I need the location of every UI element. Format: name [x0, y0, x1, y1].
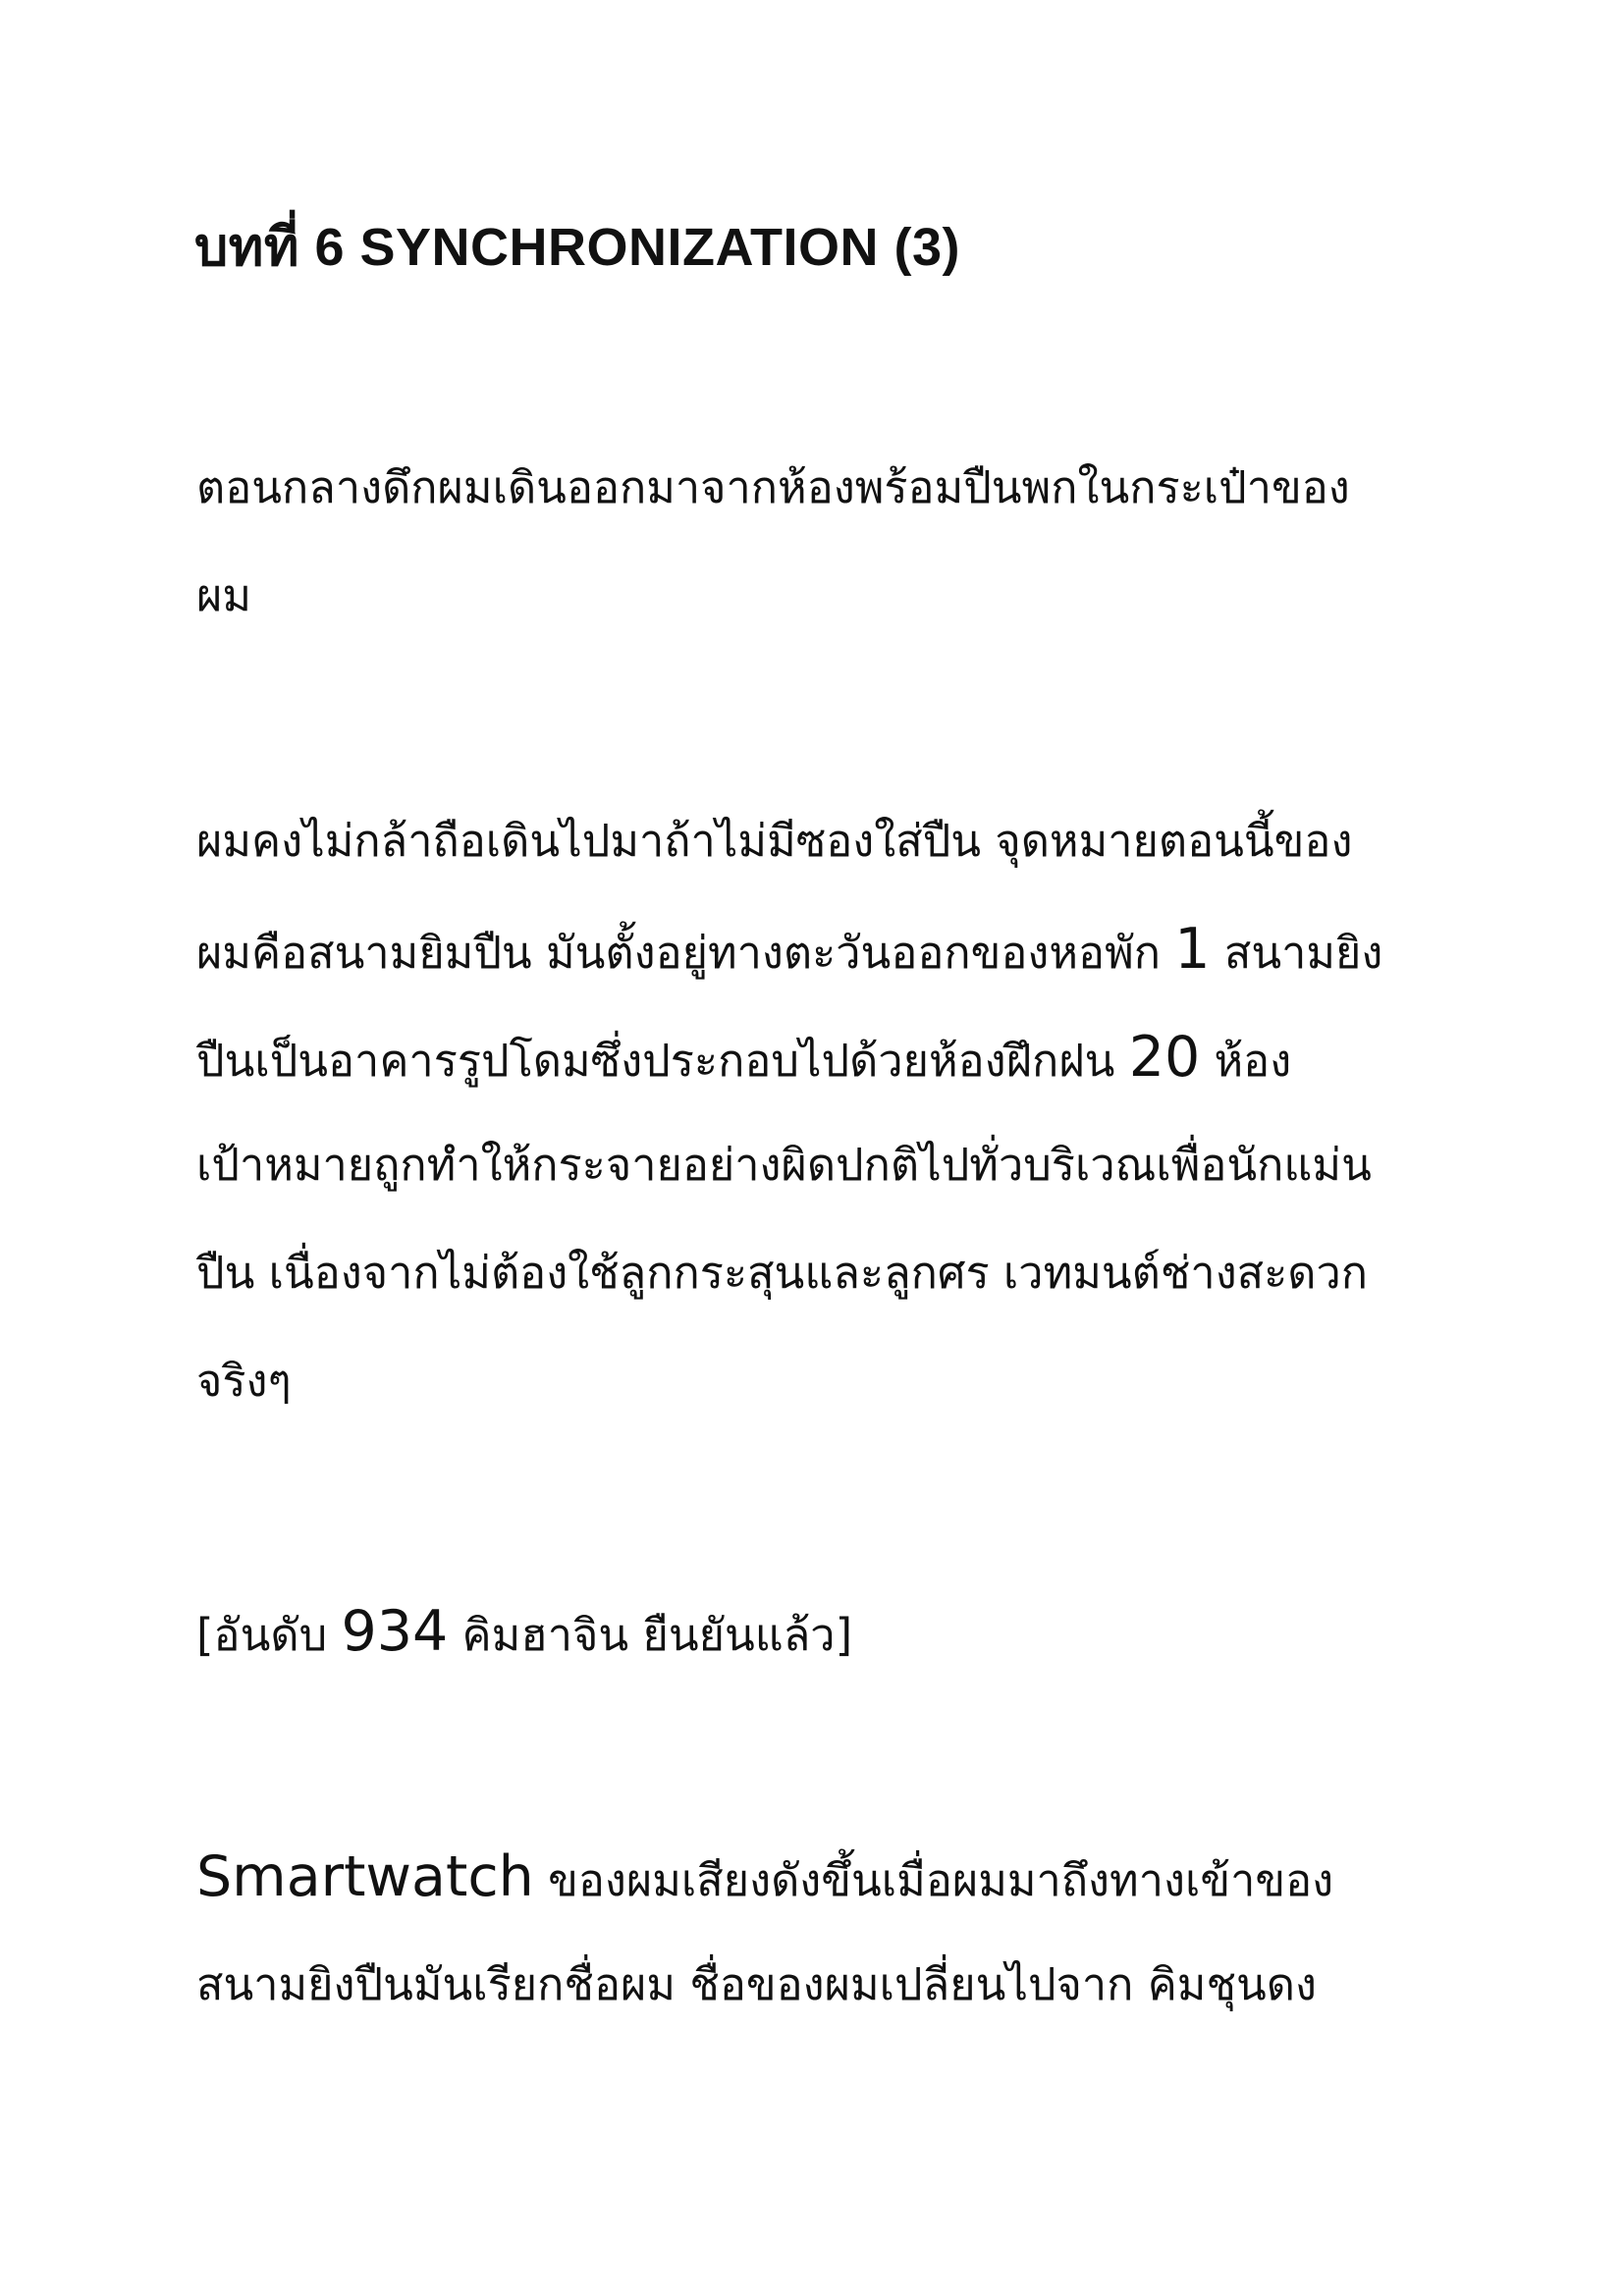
paragraph-line: ผมคงไม่กล้าถือเดินไปมาถ้าไม่มีซองใส่ปืน จุดหมายตอนนี้ของ — [196, 815, 1353, 867]
paragraph-line: Smartwatch ของผมเสียงดังขึ้นเมื่อผมมาถึงทางเข้าของ — [196, 1844, 1334, 1909]
paragraph-line: เป้าหมายถูกทำให้กระจายอย่างผิดปกติไปทั่วบริเวณเพื่อนักแม่น — [196, 1139, 1372, 1191]
chapter-title: บทที่ 6 SYNCHRONIZATION (3) — [194, 218, 960, 277]
paragraph-4 — [196, 1823, 1473, 2039]
paragraph-1 — [196, 434, 1473, 650]
paragraph-line: ปืน เนื่องจากไม่ต้องใช้ลูกกระสุนและลูกศร เวทมนต์ช่างสะดวก — [196, 1247, 1369, 1299]
paragraph-line: ตอนกลางดึกผมเดินออกมาจากห้องพร้อมปืนพกในกระเป๋าของ — [196, 461, 1350, 513]
paragraph-line: [อันดับ 934 คิมฮาจิน ยืนยันแล้ว] — [196, 1599, 853, 1664]
system-message — [196, 1577, 1473, 1685]
paragraph-line: ปืนเป็นอาคารรูปโดมซึ่งประกอบไปด้วยห้องฝึกฝน 20 ห้อง — [196, 1025, 1292, 1090]
paragraph-line: ผม — [196, 569, 252, 621]
paragraph-line: จริงๆ — [196, 1355, 292, 1407]
paragraph-line: สนามยิงปืนมันเรียกชื่อผม ชื่อของผมเปลี่ยนไปจาก คิมชุนดง — [196, 1958, 1317, 2010]
paragraph-2 — [196, 787, 1473, 1435]
paragraph-line: ผมคือสนามยิมปืน มันตั้งอยู่ทางตะวันออกของหอพัก 1 สนามยิง — [196, 917, 1383, 982]
